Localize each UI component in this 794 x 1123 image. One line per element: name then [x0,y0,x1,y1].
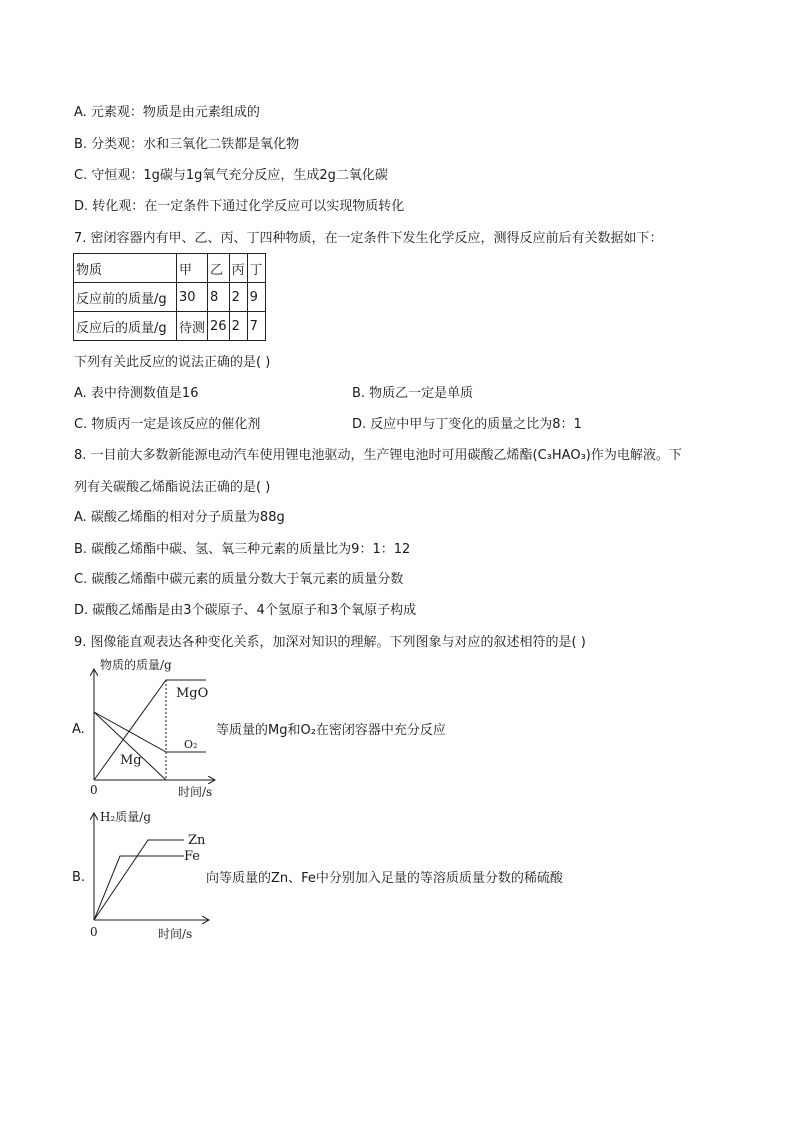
q8-stem-line2: 列有关碳酸乙烯酯说法正确的是( ) [74,480,271,495]
q8-option-c: C. 碳酸乙烯酯中碳元素的质量分数大于氧元素的质量分数 [74,572,404,587]
q9-option-b-letter: B. [72,870,86,885]
q7-option-d: D. 反应中甲与丁变化的质量之比为8：1 [352,417,582,432]
table-header-cell: 丁 [247,254,265,283]
q9-graph-b-caption: 向等质量的Zn、Fe中分别加入足量的等溶质质量分数的稀硫酸 [206,871,563,886]
q6-option-b: B. 分类观：水和三氧化二铁都是氧化物 [74,137,300,152]
q6-option-c: C. 守恒观：1g碳与1g氧气充分反应，生成2g二氧化碳 [74,168,388,183]
q7-option-c: C. 物质丙一定是该反应的催化剂 [74,417,261,432]
table-cell: 9 [247,283,265,312]
q6-option-a: A. 元素观：物质是由元素组成的 [74,105,260,120]
q7-data-table [73,253,266,341]
table-cell: 待测 [177,312,208,341]
q9-graph-a [84,656,224,802]
graph-b-origin: 0 [90,925,98,939]
graph-a-x-label: 时间/s [178,785,213,799]
q8-option-a: A. 碳酸乙烯酯的相对分子质量为88g [74,510,285,525]
table-header-cell: 甲 [177,254,208,283]
table-row [74,312,266,341]
zn-line [94,840,184,920]
graph-b-zn-label: Zn [188,833,206,848]
q9-graph-b [84,808,214,944]
q6-option-d: D. 转化观：在一定条件下通过化学反应可以实现物质转化 [74,199,405,214]
q8-stem-line1: 8. 一目前大多数新能源电动汽车使用锂电池驱动，生产锂电池时可用碳酸乙烯酯(C₃HAO₃)作为电解液。下 [74,448,682,463]
table-header-cell: 丙 [229,254,247,283]
graph-a-mg-label: Mg [120,753,142,768]
graph-b-x-label: 时间/s [158,927,193,941]
q7-question: 下列有关此反应的说法正确的是( ) [74,355,271,370]
graph-a-origin: 0 [90,783,98,797]
graph-a-mgo-label: MgO [176,686,209,701]
table-cell: 30 [177,283,208,312]
table-cell: 反应后的质量/g [74,312,177,341]
table-cell: 7 [247,312,265,341]
table-cell: 8 [208,283,230,312]
table-row [74,283,266,312]
graph-a-o2-label: O₂ [184,738,198,751]
q8-option-d: D. 碳酸乙烯酯是由3个碳原子、4个氢原子和3个氧原子构成 [74,603,417,618]
q7-stem: 7. 密闭容器内有甲、乙、丙、丁四种物质，在一定条件下发生化学反应，测得反应前后有关数据如下： [74,231,663,246]
table-cell: 2 [229,283,247,312]
q9-option-a-letter: A. [72,722,85,737]
graph-b-fe-label: Fe [184,849,201,864]
graph-b-y-label: H₂质量/g [100,810,152,824]
q9-graph-a-caption: 等质量的Mg和O₂在密闭容器中充分反应 [216,723,446,738]
table-cell: 反应前的质量/g [74,283,177,312]
graph-a-y-label: 物质的质量/g [100,658,172,672]
table-cell: 2 [229,312,247,341]
table-cell: 26 [208,312,230,341]
table-header-cell: 乙 [208,254,230,283]
fe-line [94,856,184,920]
q7-option-b: B. 物质乙一定是单质 [352,386,474,401]
table-header-cell: 物质 [74,254,177,283]
table-row [74,254,266,283]
q7-option-a: A. 表中待测数值是16 [74,386,199,401]
q8-option-b: B. 碳酸乙烯酯中碳、氢、氧三种元素的质量比为9：1：12 [74,542,411,557]
q9-stem: 9. 图像能直观表达各种变化关系，加深对知识的理解。下列图象与对应的叙述相符的是( ) [74,635,586,650]
